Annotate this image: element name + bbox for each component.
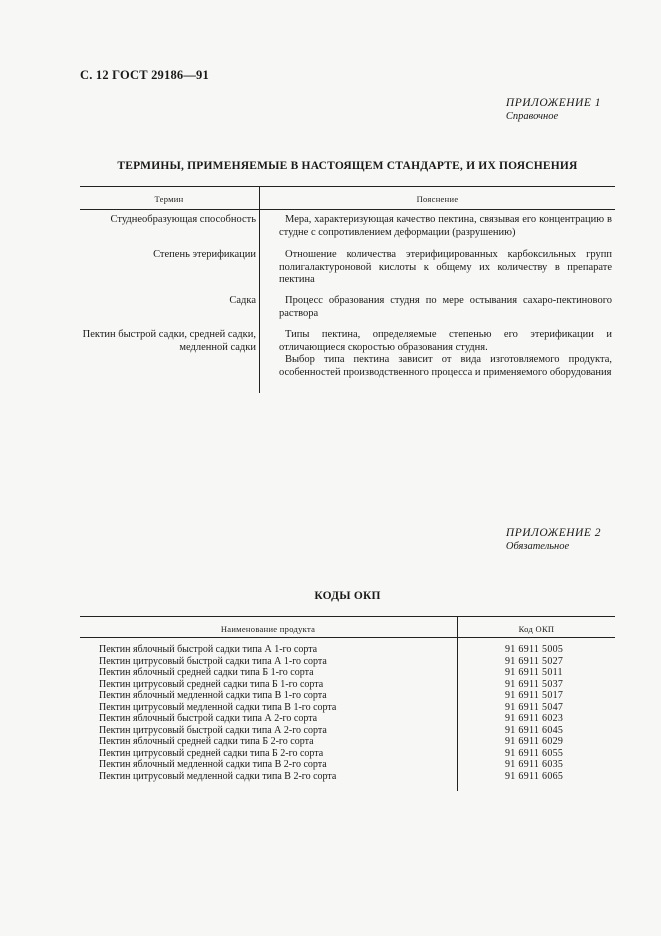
product-name: Пектин цитрусовый медленной садки типа В 1-го сорта — [99, 701, 337, 713]
okp-code: 91 6911 6045 — [505, 724, 564, 736]
table-row — [80, 759, 615, 771]
okp-code: 91 6911 5037 — [505, 678, 564, 690]
okp-code: 91 6911 5017 — [505, 690, 564, 701]
okp-code: 91 6911 5027 — [505, 655, 564, 667]
explanation-row-4 — [279, 329, 612, 379]
explanation-row-1 — [279, 214, 612, 239]
header-rule — [80, 637, 615, 638]
term-row-1: Студнеобразующая способность — [110, 214, 256, 225]
section-2-title: КОДЫ ОКП — [314, 590, 381, 602]
term-row-4: Пектин быстрой садки, средней садки, медленной садки — [82, 329, 256, 353]
table-row — [80, 713, 615, 725]
explanation-paragraph: Процесс образования студня по мере остывания сахаро-пектинового раствора — [279, 295, 612, 319]
appendix-1-heading — [506, 96, 601, 124]
column-header-term: Термин — [154, 194, 184, 204]
explanation-paragraph: Типы пектина, определяемые степенью его этерификации и отличающиеся скоростью образования студня. — [279, 329, 612, 353]
product-name: Пектин цитрусовый средней садки типа Б 1-го сорта — [99, 678, 324, 690]
table-top-rule — [80, 616, 615, 617]
product-name: Пектин яблочный быстрой садки типа А 2-го сорта — [99, 713, 318, 724]
okp-code: 91 6911 5005 — [505, 644, 564, 655]
product-name: Пектин яблочный быстрой садки типа А 1-го сорта — [99, 644, 318, 655]
column-header-product: Наименование продукта — [220, 624, 316, 634]
product-name: Пектин яблочный медленной садки типа В 2-го сорта — [99, 759, 327, 770]
okp-code: 91 6911 6055 — [505, 747, 564, 759]
table-row — [80, 644, 615, 656]
okp-code: 91 6911 5047 — [505, 701, 564, 713]
explanation-paragraph: Отношение количества этерифицированных карбоксильных групп полигалактуроновой кислоты к общему их количеству в препарате пектина — [279, 249, 612, 285]
okp-code: 91 6911 6029 — [505, 736, 564, 747]
appendix-2-heading — [506, 526, 601, 554]
okp-code: 91 6911 6065 — [505, 770, 564, 782]
term-row-2: Степень этерификации — [153, 249, 256, 260]
table-row — [80, 679, 615, 691]
okp-code: 91 6911 6035 — [505, 759, 564, 770]
table-row — [80, 690, 615, 702]
column-header-code: Код ОКП — [518, 624, 555, 634]
product-name: Пектин цитрусовый средней садки типа Б 2-го сорта — [99, 747, 324, 759]
table-row — [80, 725, 615, 737]
table-row — [80, 771, 615, 783]
appendix-1-label: ПРИЛОЖЕНИЕ 1 — [505, 97, 601, 109]
okp-codes-table — [80, 616, 615, 796]
explanation-row-2 — [279, 249, 612, 287]
page-header: С. 12 ГОСТ 29186—91 — [80, 68, 209, 82]
table-row — [80, 736, 615, 748]
product-name: Пектин цитрусовый быстрой садки типа А 2-го сорта — [99, 724, 327, 736]
section-1-title: ТЕРМИНЫ, ПРИМЕНЯЕМЫЕ В НАСТОЯЩЕМ СТАНДАРТЕ, И ИХ ПОЯСНЕНИЯ — [117, 160, 578, 172]
appendix-2-type: Обязательное — [505, 541, 570, 552]
table-top-rule — [80, 186, 615, 187]
column-divider — [259, 186, 260, 393]
header-rule — [80, 209, 615, 210]
okp-code: 91 6911 6023 — [505, 713, 564, 724]
product-name: Пектин цитрусовый быстрой садки типа А 1-го сорта — [99, 655, 327, 667]
product-name: Пектин яблочный средней садки типа Б 1-го сорта — [99, 667, 314, 678]
table-row — [80, 702, 615, 714]
product-name: Пектин яблочный медленной садки типа В 1-го сорта — [99, 690, 327, 701]
product-name: Пектин яблочный средней садки типа Б 2-го сорта — [99, 736, 314, 747]
product-name: Пектин цитрусовый медленной садки типа В 2-го сорта — [99, 770, 337, 782]
terms-table — [80, 186, 615, 401]
term-row-3: Садка — [229, 295, 256, 306]
column-header-explanation: Пояснение — [416, 194, 459, 204]
table-row — [80, 667, 615, 679]
explanation-paragraph: Мера, характеризующая качество пектина, связывая его концентрацию в студне с сопротивлением деформации (разрушению) — [279, 214, 612, 238]
table-row — [80, 656, 615, 668]
table-row — [80, 748, 615, 760]
okp-code: 91 6911 5011 — [505, 667, 563, 678]
explanation-row-3 — [279, 295, 612, 320]
appendix-1-type: Справочное — [505, 111, 559, 122]
appendix-2-label: ПРИЛОЖЕНИЕ 2 — [505, 527, 601, 539]
explanation-paragraph: Выбор типа пектина зависит от вида изготовляемого продукта, особенностей производственного процесса и применяемого оборудования — [279, 354, 612, 378]
